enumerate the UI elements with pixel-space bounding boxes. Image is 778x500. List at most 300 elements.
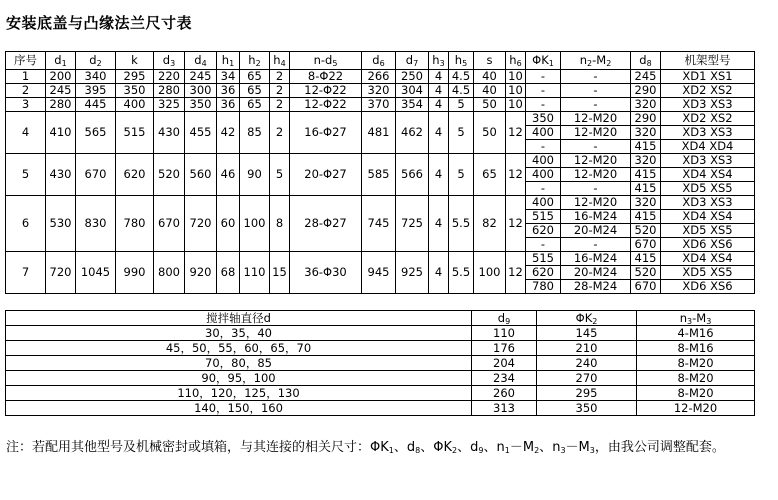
column-header	[472, 311, 537, 326]
table-cell: 12-M20	[561, 168, 631, 182]
label-text: d	[639, 53, 647, 67]
table-cell: 8-Φ22	[290, 70, 362, 84]
table-cell: 920	[185, 252, 217, 294]
label-subscript: 3	[170, 59, 176, 68]
label-text: 机架型号	[684, 53, 731, 67]
table-cell: 30，35，40	[6, 326, 472, 341]
label-subscript: 3	[687, 317, 693, 326]
table-cell: 320	[362, 84, 396, 98]
label-subscript: 2	[606, 59, 612, 68]
table-cell: XD3 XS3	[661, 154, 755, 168]
table-row	[6, 196, 755, 210]
column-header	[6, 311, 472, 326]
label-subscript: 2	[592, 317, 598, 326]
table-cell: 36	[217, 98, 240, 112]
table-cell: 20-M24	[561, 266, 631, 280]
table-cell: 325	[154, 98, 185, 112]
table-cell: 200	[46, 70, 76, 84]
table-cell: XD5 XS5	[661, 266, 755, 280]
table-cell: 1045	[76, 252, 116, 294]
table-row	[6, 112, 755, 126]
table-cell: 280	[46, 98, 76, 112]
table-cell: 2	[270, 84, 290, 98]
table-cell: 240	[537, 356, 637, 371]
table-cell: 400	[526, 168, 561, 182]
table-cell: 4	[429, 70, 449, 84]
table-cell: 430	[154, 112, 185, 154]
table-cell: XD4 XS4	[661, 210, 755, 224]
label-text: d	[89, 53, 97, 67]
table-cell: 110	[240, 252, 270, 294]
label-subscript: 1	[229, 59, 235, 68]
label-text: 搅拌轴直径d	[206, 311, 271, 325]
table-cell: -	[526, 98, 561, 112]
table-cell: 16-Φ27	[290, 112, 362, 154]
table-cell: XD5 XS5	[661, 224, 755, 238]
column-header	[661, 52, 755, 70]
column-header	[154, 52, 185, 70]
table-cell: 10	[506, 84, 526, 98]
table-cell: 8-M20	[637, 386, 755, 401]
table-cell: 50	[474, 98, 506, 112]
label-subscript: 3	[439, 59, 445, 68]
table-cell: 515	[116, 112, 154, 154]
label-text: 序号	[14, 53, 37, 67]
table-cell: 5	[270, 154, 290, 196]
table-cell: 340	[76, 70, 116, 84]
label-text: h	[248, 53, 256, 67]
label-text: h	[454, 53, 463, 67]
table-cell: 670	[631, 280, 661, 294]
table-cell: XD2 XS2	[661, 84, 755, 98]
table-cell: 90	[240, 154, 270, 196]
table-cell: 245	[185, 70, 217, 84]
table-cell: 176	[472, 341, 537, 356]
label-subscript: 1	[388, 446, 394, 455]
table-cell: 12-M20	[561, 126, 631, 140]
table-cell: 12	[506, 252, 526, 294]
label-subscript: 2	[587, 59, 593, 68]
table-row	[6, 341, 755, 356]
label-text: h	[221, 53, 230, 67]
label-text: n	[579, 53, 588, 67]
table-cell: 36	[217, 84, 240, 98]
table-cell: XD3 XS3	[661, 126, 755, 140]
label-text: -M	[592, 53, 607, 67]
label-subscript: 4	[201, 59, 207, 68]
table-cell: 400	[116, 98, 154, 112]
table-cell: 100	[474, 252, 506, 294]
label-subscript: 1	[504, 446, 510, 455]
table-cell: 481	[362, 112, 396, 154]
table-cell: 4	[429, 196, 449, 252]
table-cell: 4.5	[449, 84, 474, 98]
column-header	[217, 52, 240, 70]
column-header	[526, 52, 561, 70]
note-separator: 、	[457, 440, 471, 455]
table-cell: 2	[6, 84, 46, 98]
page-title: 安装底盖与凸缘法兰尺寸表	[6, 14, 193, 32]
table-cell: 290	[631, 112, 661, 126]
table-cell: XD6 XS6	[661, 280, 755, 294]
label-subscript: 2	[255, 59, 261, 68]
label-text: ΦK	[370, 440, 389, 455]
table-cell: 90，95，100	[6, 371, 472, 386]
table-cell: -	[526, 84, 561, 98]
table-cell: 245	[631, 70, 661, 84]
label-text: n	[679, 311, 688, 325]
shaft-dimension-table	[5, 310, 755, 416]
table-row	[6, 326, 755, 341]
label-subscript: 7	[413, 59, 419, 68]
table-cell: 745	[362, 196, 396, 252]
note-item	[370, 440, 394, 455]
column-header	[506, 52, 526, 70]
label-text: k	[131, 53, 138, 67]
table-cell: 266	[362, 70, 396, 84]
table-cell: 313	[472, 401, 537, 416]
table-cell: 204	[472, 356, 537, 371]
table-cell: 5.5	[449, 196, 474, 252]
table-cell: 250	[396, 70, 429, 84]
label-text: ΦK	[433, 440, 453, 455]
table-cell: XD3 XS3	[661, 98, 755, 112]
label-subscript: 3	[706, 317, 712, 326]
table-cell: 370	[362, 98, 396, 112]
label-subscript: 2	[96, 59, 102, 68]
table-cell: 7	[6, 252, 46, 294]
table-cell: 3	[6, 98, 46, 112]
label-text: h	[432, 53, 440, 67]
column-header	[474, 52, 506, 70]
label-subscript: 2	[452, 446, 458, 455]
table-cell: XD4 XS4	[661, 252, 755, 266]
column-header	[449, 52, 474, 70]
column-header	[396, 52, 429, 70]
column-header	[270, 52, 290, 70]
table-cell: 20-M24	[561, 224, 631, 238]
table-cell: 515	[526, 210, 561, 224]
label-text: d	[470, 440, 479, 455]
table-cell: 520	[154, 154, 185, 196]
note-item	[470, 440, 483, 455]
table-cell: 28-Φ27	[290, 196, 362, 252]
table-cell: 68	[217, 252, 240, 294]
table-cell: 110	[472, 326, 537, 341]
table-cell: 4	[429, 98, 449, 112]
label-text: h	[273, 53, 281, 67]
label-subscript: 4	[280, 59, 286, 68]
table-cell: 4	[6, 112, 46, 154]
column-header	[537, 311, 637, 326]
note-suffix: ，由我公司调整配套。	[594, 440, 725, 455]
note-item	[552, 440, 595, 455]
label-subscript: 5	[462, 59, 468, 68]
label-subscript: 3	[560, 446, 566, 455]
table-cell: -	[526, 140, 561, 154]
column-header	[631, 52, 661, 70]
table-cell: XD4 XS4	[661, 168, 755, 182]
note-prefix: 注：若配用其他型号及机械密封或填箱，与其连接的相关尺寸：	[6, 440, 371, 455]
table-cell: XD4 XD4	[661, 140, 755, 154]
table-cell: 320	[631, 126, 661, 140]
table-cell: 290	[631, 84, 661, 98]
table-cell: 12-M20	[561, 196, 631, 210]
table-cell: 34	[217, 70, 240, 84]
table-cell: 46	[217, 154, 240, 196]
table-cell: 8-M20	[637, 371, 755, 386]
table-cell: 620	[526, 266, 561, 280]
table-cell: 830	[76, 196, 116, 252]
table-cell: 220	[154, 70, 185, 84]
table-cell: 415	[631, 168, 661, 182]
table-cell: 350	[537, 401, 637, 416]
table-cell: 12	[506, 196, 526, 252]
table-cell: 5.5	[449, 252, 474, 294]
table-cell: 42	[217, 112, 240, 154]
table-cell: 780	[116, 196, 154, 252]
table-cell: 720	[185, 196, 217, 252]
table-cell: 400	[526, 126, 561, 140]
label-subscript: 2	[534, 446, 540, 455]
table-cell: 400	[526, 154, 561, 168]
table-cell: 4-M16	[637, 326, 755, 341]
table-cell: 12-Φ22	[290, 98, 362, 112]
table-cell: 50	[474, 112, 506, 154]
table-cell: 280	[154, 84, 185, 98]
table-cell: -	[561, 98, 631, 112]
table-cell: 720	[46, 252, 76, 294]
table-cell: 8-M16	[637, 341, 755, 356]
table-cell: 65	[474, 154, 506, 196]
label-text: d	[405, 53, 414, 67]
table-cell: -	[561, 84, 631, 98]
label-text: d	[194, 53, 202, 67]
label-text: d	[372, 53, 380, 67]
label-subscript: 3	[589, 446, 595, 455]
note-separator: 、	[539, 440, 553, 455]
table-cell: 270	[537, 371, 637, 386]
table-row	[6, 356, 755, 371]
label-subscript: 1	[548, 59, 554, 68]
table-cell: 415	[631, 252, 661, 266]
table-cell: 4	[429, 84, 449, 98]
table-cell: 70，80，85	[6, 356, 472, 371]
table-cell: 4	[429, 154, 449, 196]
table-cell: 16-M24	[561, 252, 631, 266]
table-cell: 4	[429, 112, 449, 154]
table-cell: 560	[185, 154, 217, 196]
column-header	[116, 52, 154, 70]
table-cell: 234	[472, 371, 537, 386]
table-cell: 780	[526, 280, 561, 294]
table-cell: -	[561, 70, 631, 84]
label-text: －M	[565, 440, 590, 455]
column-header	[185, 52, 217, 70]
table-cell: 210	[537, 341, 637, 356]
table-cell: 2	[270, 98, 290, 112]
table-cell: 28-M24	[561, 280, 631, 294]
table-cell: XD6 XS6	[661, 238, 755, 252]
table-cell: 320	[631, 196, 661, 210]
table-cell: 100	[240, 196, 270, 252]
table-cell: 40	[474, 84, 506, 98]
table-cell: 520	[631, 266, 661, 280]
table-cell: 60	[217, 196, 240, 252]
table-cell: 36-Φ30	[290, 252, 362, 294]
table-cell: 354	[396, 98, 429, 112]
table-cell: 85	[240, 112, 270, 154]
table-cell: 620	[116, 154, 154, 196]
label-text: n	[496, 440, 505, 455]
note-item	[433, 440, 457, 455]
table-cell: 6	[6, 196, 46, 252]
table-cell: 320	[631, 154, 661, 168]
table-cell: 12-M20	[637, 401, 755, 416]
table-cell: 620	[526, 224, 561, 238]
table-row	[6, 98, 755, 112]
column-header	[240, 52, 270, 70]
column-header	[6, 52, 46, 70]
table-cell: 12-Φ22	[290, 84, 362, 98]
table-cell: 8	[270, 196, 290, 252]
table-cell: 2	[270, 70, 290, 84]
table-cell: 410	[46, 112, 76, 154]
table-cell: 245	[46, 84, 76, 98]
table-cell: 350	[116, 84, 154, 98]
table-cell: 140，150，160	[6, 401, 472, 416]
table-cell: -	[526, 70, 561, 84]
label-text: ΦK	[575, 311, 593, 325]
table-cell: 462	[396, 112, 429, 154]
table-cell: XD5 XS5	[661, 182, 755, 196]
label-text: d	[497, 311, 506, 325]
table-cell: 15	[270, 252, 290, 294]
table-row	[6, 252, 755, 266]
table-cell: 725	[396, 196, 429, 252]
table-cell: 4.5	[449, 70, 474, 84]
note-separator: 、	[393, 440, 407, 455]
table-cell: 12-M20	[561, 154, 631, 168]
table-cell: 350	[526, 112, 561, 126]
table-cell: 350	[185, 98, 217, 112]
table-cell: 300	[185, 84, 217, 98]
table-cell: 20-Φ27	[290, 154, 362, 196]
column-header	[46, 52, 76, 70]
table-row	[6, 371, 755, 386]
table-cell: 2	[270, 112, 290, 154]
table-cell: 585	[362, 154, 396, 196]
table-cell: 455	[185, 112, 217, 154]
table-cell: XD3 XS3	[661, 196, 755, 210]
table-cell: 520	[631, 224, 661, 238]
table-cell: 415	[631, 140, 661, 154]
table-cell: 566	[396, 154, 429, 196]
table-cell: 400	[526, 196, 561, 210]
column-header	[362, 52, 396, 70]
table-row	[6, 70, 755, 84]
column-header	[429, 52, 449, 70]
table-row	[6, 84, 755, 98]
table-cell: -	[526, 182, 561, 196]
table-cell: 5	[449, 98, 474, 112]
table-cell: 45，50，55，60，65，70	[6, 341, 472, 356]
table-cell: -	[561, 238, 631, 252]
table-cell: 670	[154, 196, 185, 252]
label-text: d	[162, 53, 171, 67]
table-cell: 5	[449, 112, 474, 154]
label-text: n-d	[313, 53, 333, 67]
table-cell: 304	[396, 84, 429, 98]
label-text: ΦK	[532, 53, 549, 67]
table-cell: 82	[474, 196, 506, 252]
table-cell: XD2 XS2	[661, 112, 755, 126]
table-cell: 395	[76, 84, 116, 98]
table-cell: 12	[506, 112, 526, 154]
table-cell: 990	[116, 252, 154, 294]
table-cell: 10	[506, 70, 526, 84]
label-subscript: 8	[415, 446, 421, 455]
table-cell: 945	[362, 252, 396, 294]
label-text: h	[509, 53, 517, 67]
table-row	[6, 401, 755, 416]
note-separator: 、	[420, 440, 434, 455]
table-cell: 445	[76, 98, 116, 112]
table-cell: -	[561, 140, 631, 154]
label-subscript: 9	[478, 446, 484, 455]
table-cell: 65	[240, 84, 270, 98]
column-header	[561, 52, 631, 70]
table-cell: 295	[537, 386, 637, 401]
table-cell: 925	[396, 252, 429, 294]
table-cell: 12	[506, 154, 526, 196]
table-cell: 5	[6, 154, 46, 196]
table-cell: 415	[631, 210, 661, 224]
table-cell: 670	[631, 238, 661, 252]
table-cell: 10	[506, 98, 526, 112]
label-text: －M	[509, 440, 535, 455]
table-cell: 260	[472, 386, 537, 401]
label-subscript: 8	[646, 59, 652, 68]
table-cell: 530	[46, 196, 76, 252]
table-cell: 515	[526, 252, 561, 266]
table-cell: 670	[76, 154, 116, 196]
footnote	[6, 433, 766, 462]
table-cell: 320	[631, 98, 661, 112]
note-separator: 、	[483, 440, 497, 455]
table-row	[6, 386, 755, 401]
table-cell: 415	[631, 182, 661, 196]
table-cell: 5	[449, 154, 474, 196]
label-subscript: 5	[332, 59, 338, 68]
note-item	[497, 440, 540, 455]
table-cell: 16-M24	[561, 210, 631, 224]
table-cell: 4	[429, 252, 449, 294]
table-cell: 430	[46, 154, 76, 196]
label-subscript: 9	[505, 317, 511, 326]
table-cell: -	[526, 238, 561, 252]
table-cell: 12-M20	[561, 112, 631, 126]
table-cell: 65	[240, 70, 270, 84]
table-cell: 65	[240, 98, 270, 112]
label-subscript: 1	[61, 59, 67, 68]
label-text: s	[486, 53, 493, 67]
label-text: d	[54, 53, 62, 67]
note-item	[407, 440, 420, 455]
column-header	[76, 52, 116, 70]
label-subscript: 6	[516, 59, 522, 68]
table-cell: 565	[76, 112, 116, 154]
